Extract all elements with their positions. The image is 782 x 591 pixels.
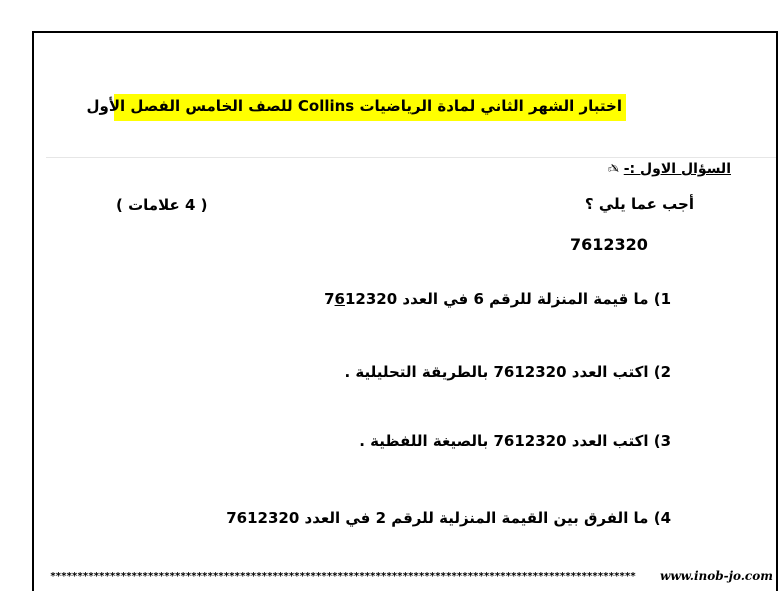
- number-part: 7: [324, 290, 335, 308]
- question-item-1: [324, 290, 671, 308]
- question-heading-text: السؤال الاول :-: [623, 161, 731, 177]
- footer-separator: ************************************************************************************************************: [50, 571, 636, 582]
- exam-title-highlight: [86, 94, 626, 121]
- question-item-3: 3) اكتب العدد 7612320 بالصيغة اللفظية .: [359, 432, 671, 450]
- question-heading: [606, 161, 731, 177]
- question-item-2: 2) اكتب العدد 7612320 بالطريقة التحليلية .: [344, 363, 671, 381]
- question-item-1-number: [324, 290, 397, 308]
- underlined-digit: 6: [334, 290, 345, 308]
- pencil-writing-icon: ✍: [607, 162, 619, 177]
- question-item-1-text: 1) ما قيمة المنزلة للرقم 6 في العدد: [397, 290, 671, 308]
- question-instruction: أجب عما يلي ؟: [584, 195, 694, 213]
- question-number-value: 7612320: [570, 235, 648, 254]
- footer-site-link[interactable]: www.inob-jo.com: [660, 569, 773, 583]
- question-marks: ( 4 علامات ): [116, 196, 208, 214]
- exam-title: اختبار الشهر الثاني لمادة الرياضيات Collins للصف الخامس الفصل الأول: [86, 97, 622, 115]
- divider-line: [46, 157, 776, 158]
- number-part: 12320: [344, 290, 398, 308]
- question-item-4: 4) ما الفرق بين القيمة المنزلية للرقم 2 في العدد 7612320: [226, 509, 671, 527]
